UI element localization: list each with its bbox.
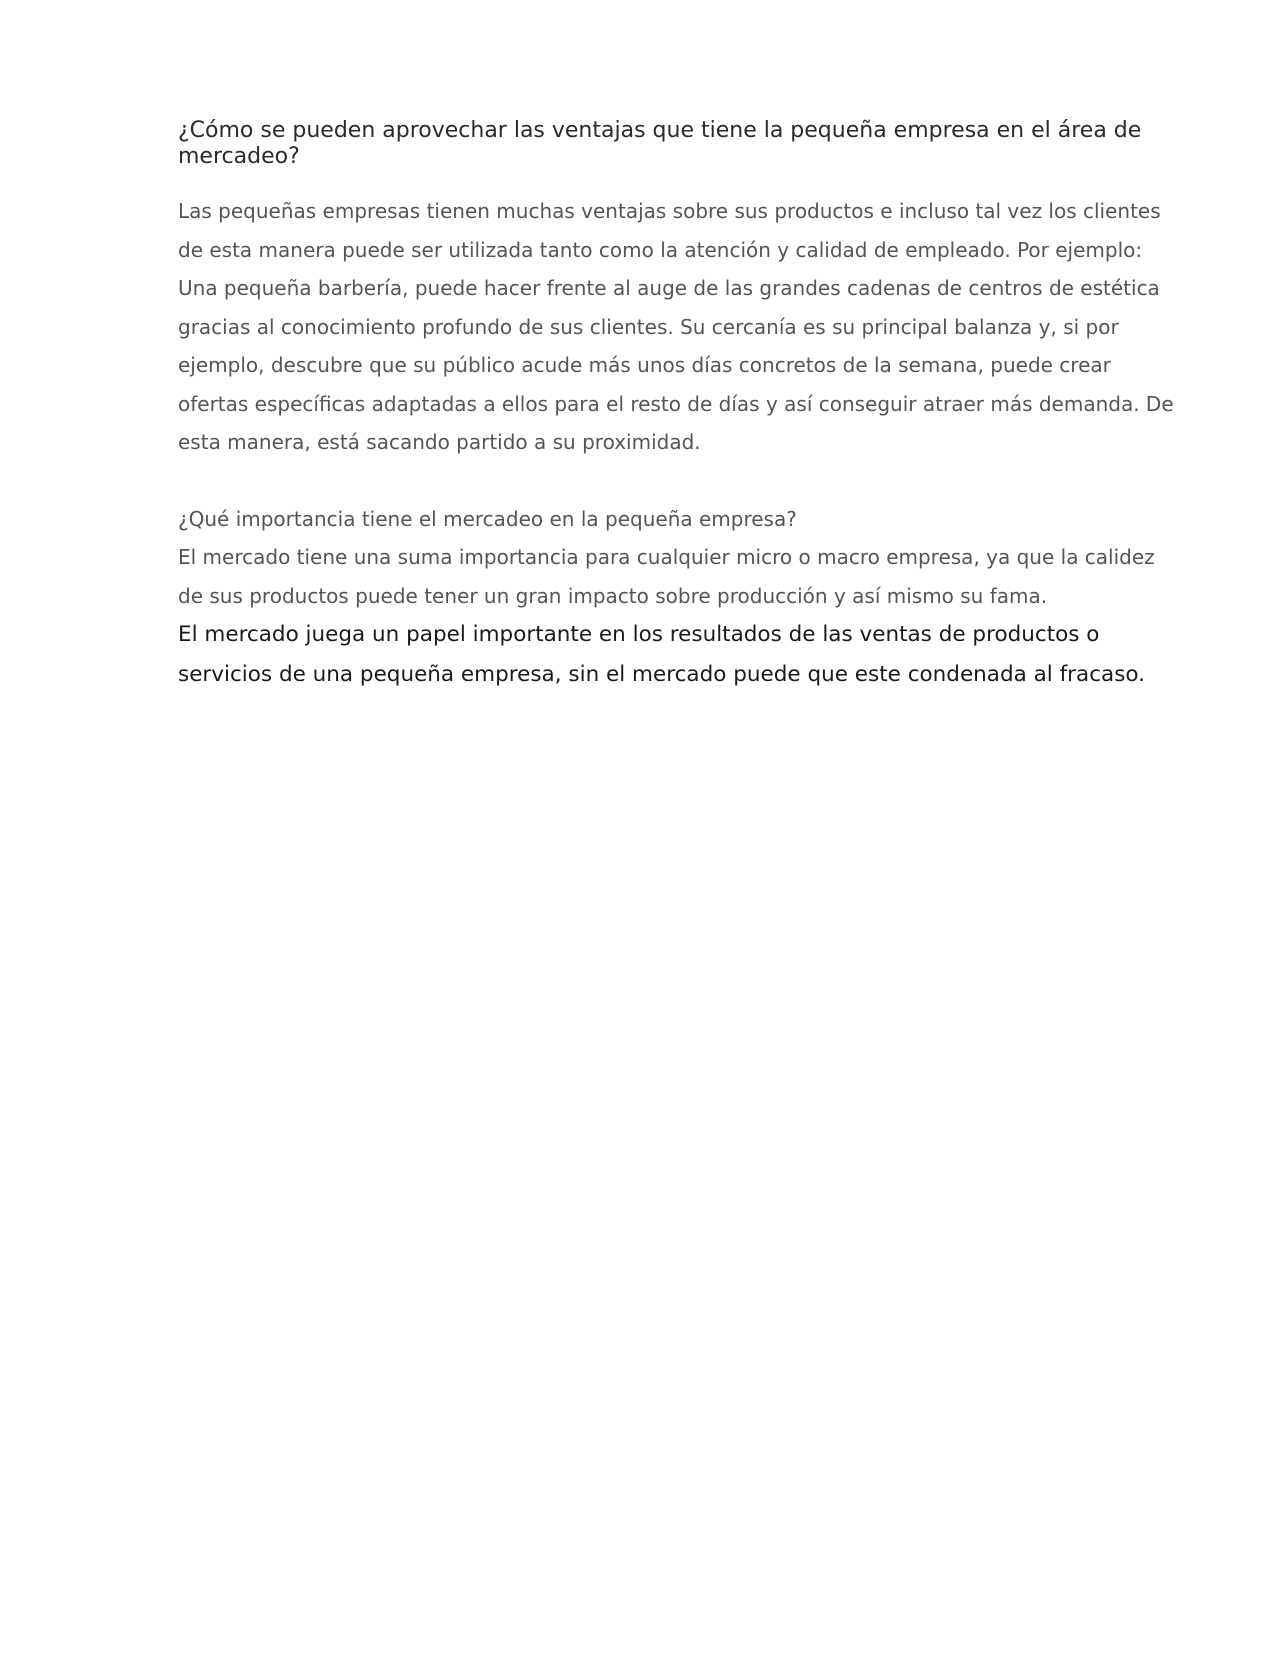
document-page [178, 118, 1178, 695]
paragraph-barberia-example: Una pequeña barbería, puede hacer frente al auge de las grandes cadenas de centros de estética gracias al conocimiento profundo de sus clientes. Su cercanía es su principal balanza y, si por ejemplo, descubre que su público acude más unos días concretos de la semana, puede crear ofertas específicas adaptadas a ellos para el resto de días y así conseguir atraer más demanda. De esta manera, está sacando partido a su proximidad. [178, 276, 1174, 454]
paragraph-importance: El mercado tiene una suma importancia para cualquier micro o macro empresa, ya que la calidez de sus productos puede tener un gran impacto sobre producción y así mismo su fama. [178, 545, 1155, 608]
paragraph-advantages: Las pequeñas empresas tienen muchas ventajas sobre sus productos e incluso tal vez los clientes de esta manera puede ser utilizada tanto como la atención y calidad de empleado. Por ejemplo: [178, 199, 1161, 262]
page-title: ¿Cómo se pueden aprovechar las ventajas que tiene la pequeña empresa en el área de mercadeo? [178, 118, 1142, 169]
paragraph-conclusion: El mercado juega un papel importante en los resultados de las ventas de productos o servicios de una pequeña empresa, sin el mercado puede que este condenada al fracaso. [178, 622, 1146, 687]
blank-line [178, 462, 1178, 500]
question-importance: ¿Qué importancia tiene el mercadeo en la pequeña empresa? [178, 506, 797, 531]
